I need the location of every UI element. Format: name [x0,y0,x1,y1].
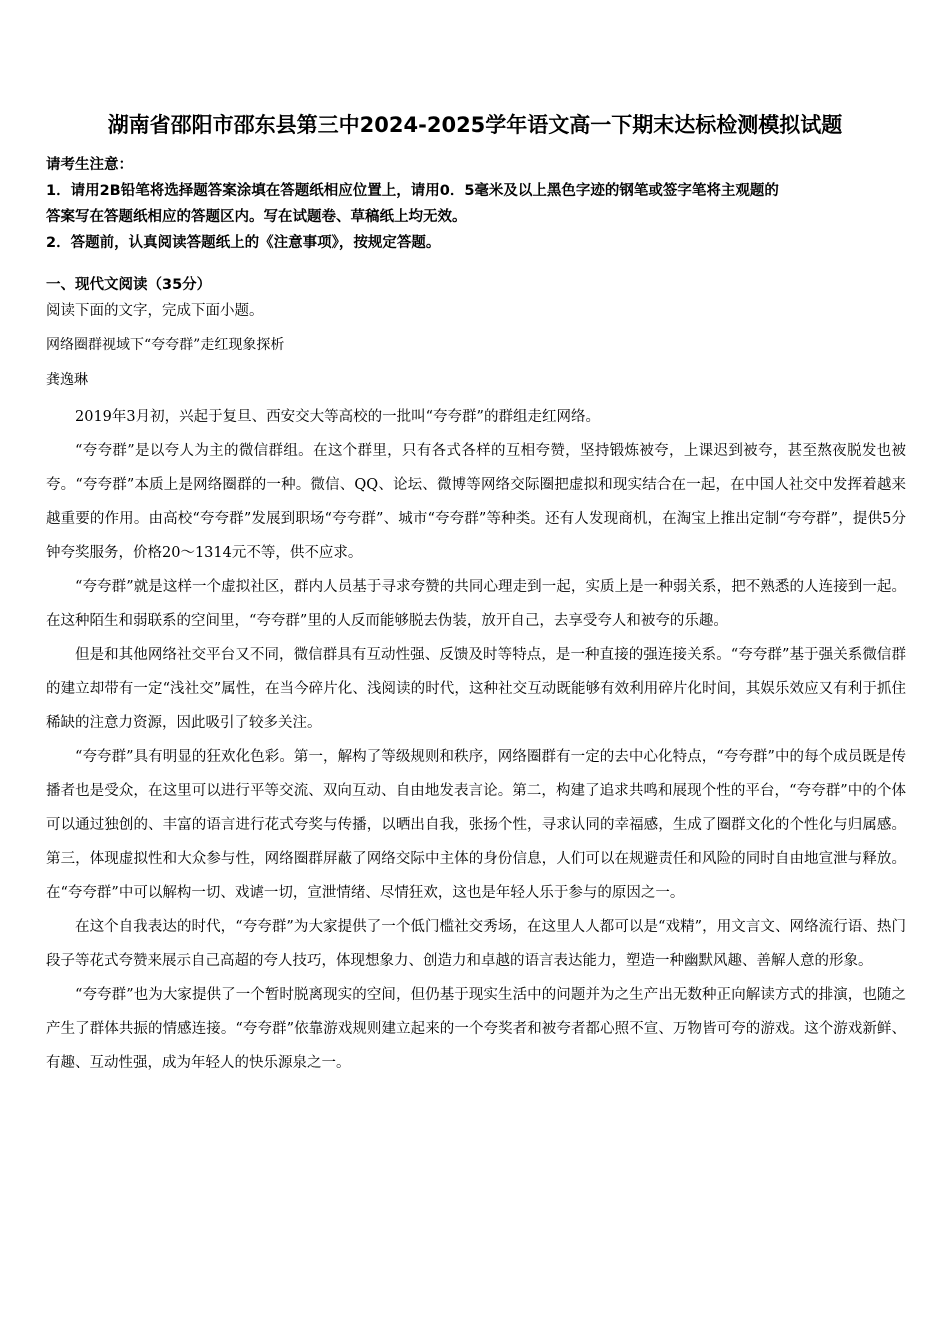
notice-block [46,152,916,256]
article-title: 网络圈群视域下“夸夸群”走红现象探析 [46,337,285,353]
paragraph: 在这个自我表达的时代，“夸夸群”为大家提供了一个低门槛社交秀场，在这里人人都可以是“戏精”，用文言文、网络流行语、热门段子等花式夸赞来展示自己高超的夸人技巧，体现想象力、创造力和卓越的语言表达能力，塑造一种幽默风趣、善解人意的形象。 [46,919,906,969]
paragraph: 但是和其他网络社交平台又不同，微信群具有互动性强、反馈及时等特点，是一种直接的强连接关系。“夸夸群”基于强关系微信群的建立却带有一定“浅社交”属性，在当今碎片化、浅阅读的时代，这种社交互动既能够有效利用碎片化时间，其娱乐效应又有利于抓住稀缺的注意力资源，因此吸引了较多关注。 [46,647,906,731]
paragraph: “夸夸群”也为大家提供了一个暂时脱离现实的空间，但仍基于现实生活中的问题并为之生产出无数种正向解读方式的排演，也随之产生了群体共振的情感连接。“夸夸群”依靠游戏规则建立起来的一个夸奖者和被夸者都心照不宣、万物皆可夸的游戏。这个游戏新鲜、有趣、互动性强，成为年轻人的快乐源泉之一。 [46,987,906,1071]
article-author: 龚逸琳 [46,372,88,388]
paragraph: “夸夸群”具有明显的狂欢化色彩。第一，解构了等级规则和秩序，网络圈群有一定的去中心化特点，“夸夸群”中的每个成员既是传播者也是受众，在这里可以进行平等交流、双向互动、自由地发表言论。第二，构建了追求共鸣和展现个性的平台，“夸夸群”中的个体可以通过独创的、丰富的语言进行花式夸奖与传播，以晒出自我，张扬个性，寻求认同的幸福感，生成了圈群文化的个性化与归属感。第三，体现虚拟性和大众参与性，网络圈群屏蔽了网络交际中主体的身份信息，人们可以在规避责任和风险的同时自由地宣泄与释放。在“夸夸群”中可以解构一切、戏谑一切，宣泄情绪、尽情狂欢，这也是年轻人乐于参与的原因之一。 [46,749,906,901]
article-body [46,400,906,1080]
notice-item-1-line-1: 1．请用2B铅笔将选择题答案涂填在答题纸相应位置上，请用0．5毫米及以上黑色字迹的钢笔或签字笔将主观题的 [46,183,779,199]
paragraph: “夸夸群”就是这样一个虚拟社区，群内人员基于寻求夸赞的共同心理走到一起，实质上是一种弱关系，把不熟悉的人连接到一起。在这种陌生和弱联系的空间里，“夸夸群”里的人反而能够脱去伪装，放开自己，去享受夸人和被夸的乐趣。 [46,579,906,629]
section-instruction: 阅读下面的文字，完成下面小题。 [46,303,264,319]
section-heading: 一、现代文阅读（35分） [46,277,212,293]
notice-item-1-line-2: 答案写在答题纸相应的答题区内。写在试题卷、草稿纸上均无效。 [46,209,467,225]
paragraph: 2019年3月初，兴起于复旦、西安交大等高校的一批叫“夸夸群”的群组走红网络。 [75,409,600,425]
page-title: 湖南省邵阳市邵东县第三中2024-2025学年语文高一下期末达标检测模拟试题 [107,113,843,137]
notice-heading: 请考生注意： [46,157,133,173]
notice-item-2: 2．答题前，认真阅读答题纸上的《注意事项》，按规定答题。 [46,235,441,251]
paragraph: “夸夸群”是以夸人为主的微信群组。在这个群里，只有各式各样的互相夸赞，坚持锻炼被夸，上课迟到被夸，甚至熬夜脱发也被夸。“夸夸群”本质上是网络圈群的一种。微信、QQ、论坛、微博等网络交际圈把虚拟和现实结合在一起，在中国人社交中发挥着越来越重要的作用。由高校“夸夸群”发展到职场“夸夸群”、城市“夸夸群”等种类。还有人发现商机，在淘宝上推出定制“夸夸群”，提供5分钟夸奖服务，价格20～1314元不等，供不应求。 [46,443,906,561]
